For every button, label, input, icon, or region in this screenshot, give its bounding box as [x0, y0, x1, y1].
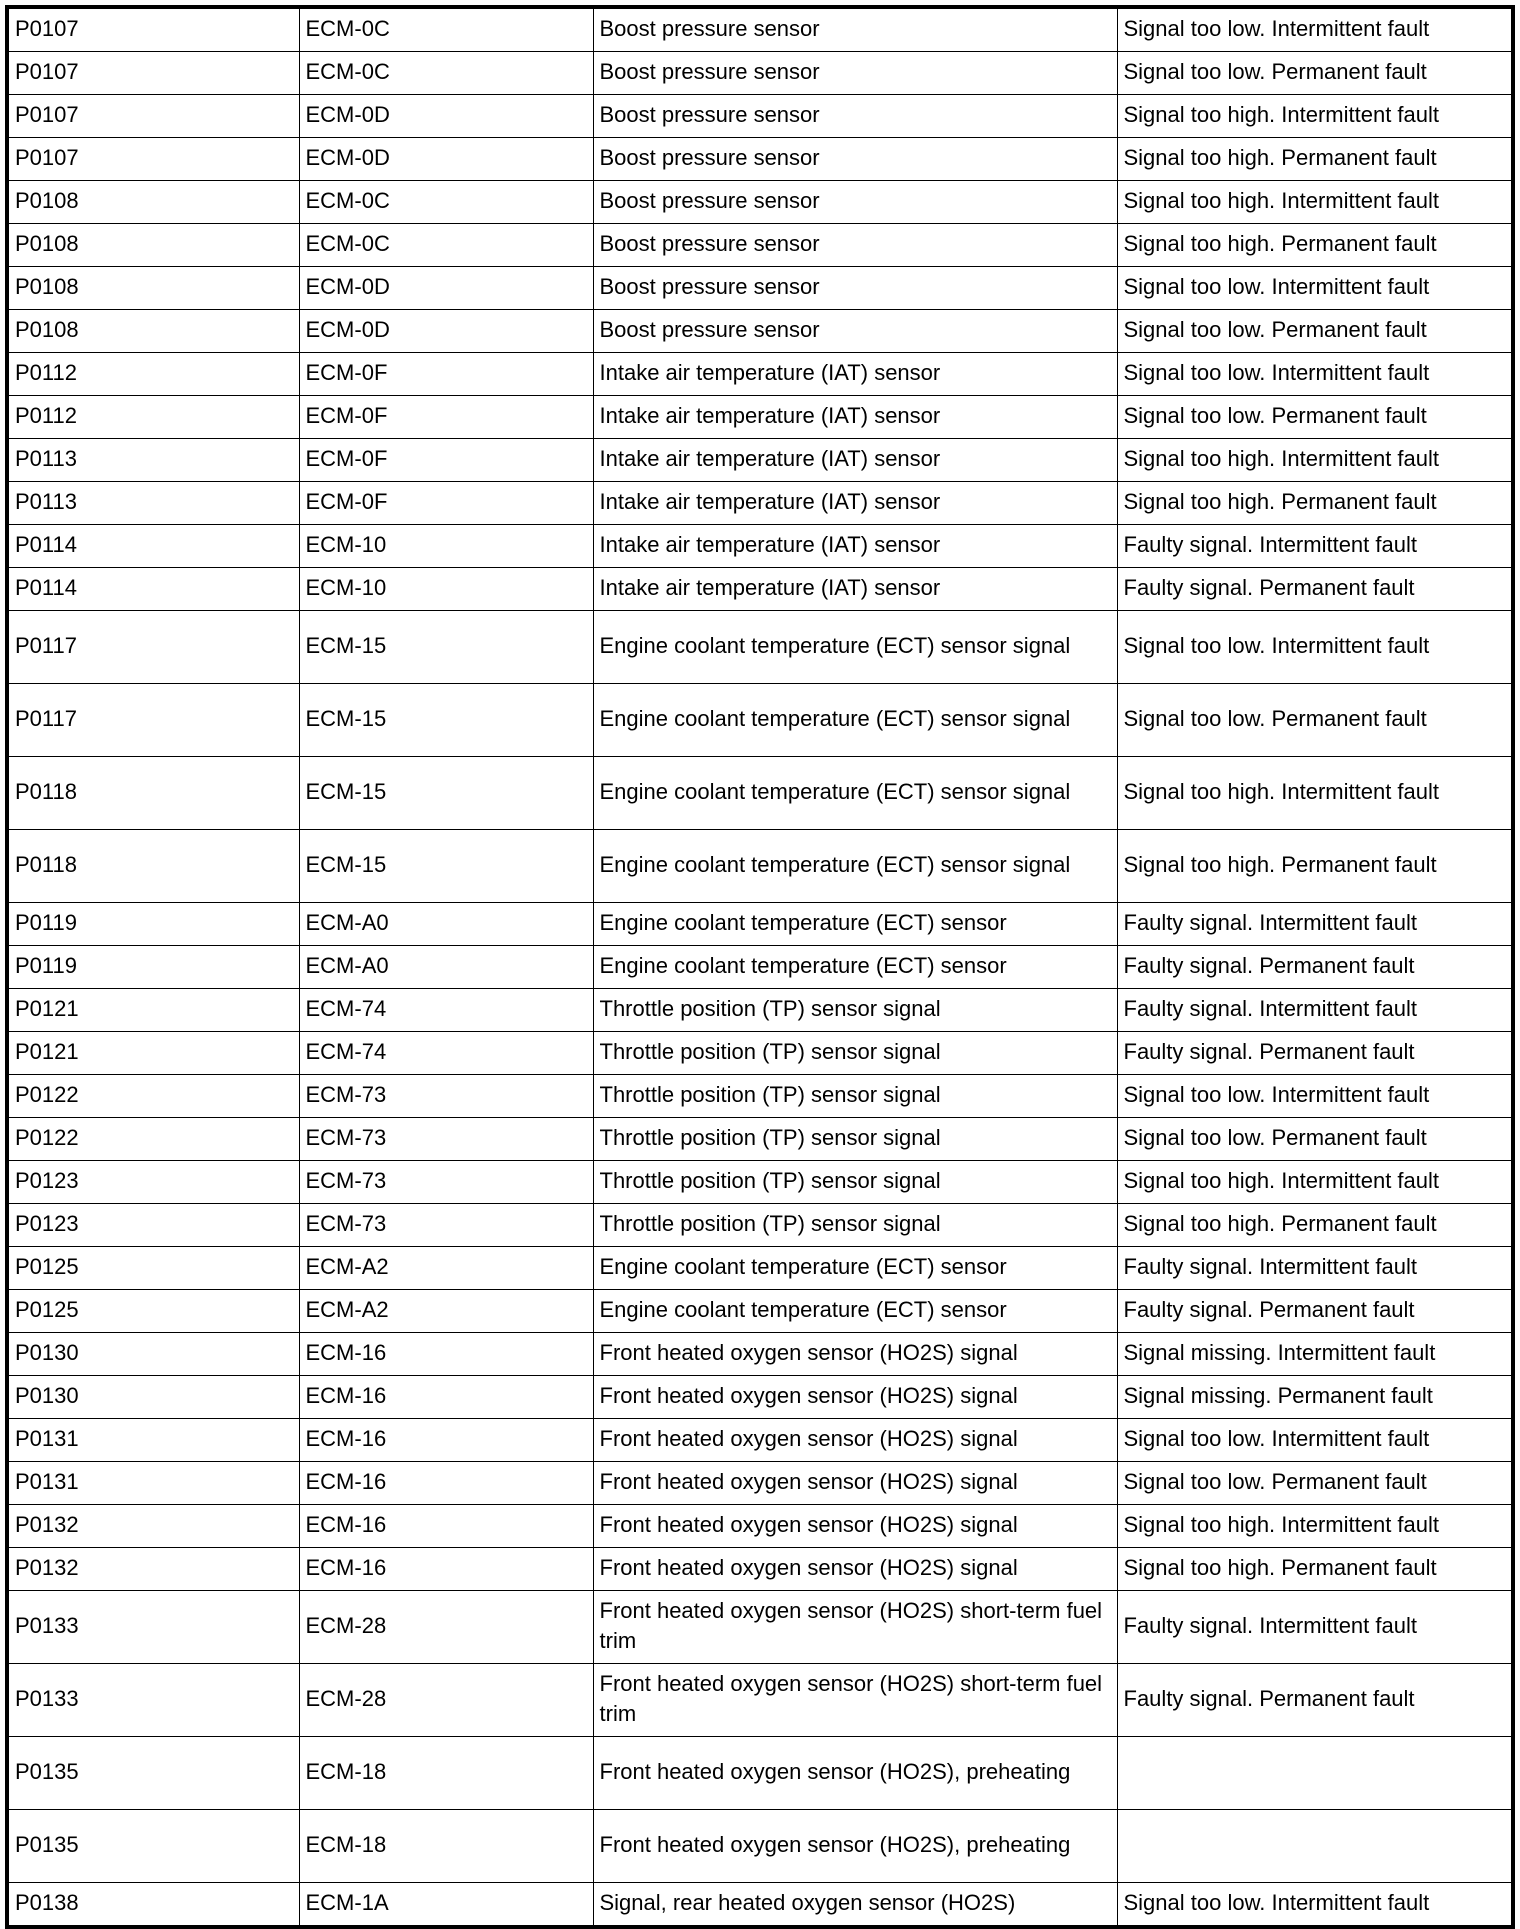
dtc-code-cell: P0132: [9, 1548, 299, 1591]
ecm-code-cell: ECM-16: [299, 1333, 593, 1376]
table-row: [9, 611, 1511, 684]
component-description-cell: Throttle position (TP) sensor signal: [593, 1032, 1117, 1075]
fault-condition-cell: Signal too low. Permanent fault: [1117, 1462, 1511, 1505]
fault-condition-cell: Signal too low. Intermittent fault: [1117, 267, 1511, 310]
dtc-table-container: [5, 5, 1515, 1929]
ecm-code-cell: ECM-15: [299, 830, 593, 903]
component-description-cell: Front heated oxygen sensor (HO2S) signal: [593, 1333, 1117, 1376]
dtc-code-cell: P0121: [9, 989, 299, 1032]
component-description-cell: Boost pressure sensor: [593, 52, 1117, 95]
component-description-cell: Intake air temperature (IAT) sensor: [593, 525, 1117, 568]
component-description-cell: Engine coolant temperature (ECT) sensor: [593, 946, 1117, 989]
component-description-cell: Boost pressure sensor: [593, 224, 1117, 267]
fault-condition-cell: Signal too low. Permanent fault: [1117, 1118, 1511, 1161]
component-description-cell: Throttle position (TP) sensor signal: [593, 1075, 1117, 1118]
fault-condition-cell: Faulty signal. Intermittent fault: [1117, 1591, 1511, 1664]
table-row: [9, 1591, 1511, 1664]
component-description-cell: Intake air temperature (IAT) sensor: [593, 568, 1117, 611]
component-description-cell: Engine coolant temperature (ECT) sensor: [593, 903, 1117, 946]
component-description-cell: Front heated oxygen sensor (HO2S), preheating: [593, 1810, 1117, 1883]
component-description-cell: Boost pressure sensor: [593, 310, 1117, 353]
ecm-code-cell: ECM-0F: [299, 439, 593, 482]
table-row: [9, 9, 1511, 52]
fault-condition-cell: Faulty signal. Permanent fault: [1117, 568, 1511, 611]
table-row: [9, 1204, 1511, 1247]
dtc-code-cell: P0107: [9, 138, 299, 181]
component-description-cell: Engine coolant temperature (ECT) sensor signal: [593, 611, 1117, 684]
table-row: [9, 1810, 1511, 1883]
table-row: [9, 1032, 1511, 1075]
component-description-cell: Throttle position (TP) sensor signal: [593, 1204, 1117, 1247]
fault-condition-cell: Signal too high. Intermittent fault: [1117, 757, 1511, 830]
dtc-code-cell: P0112: [9, 396, 299, 439]
ecm-code-cell: ECM-16: [299, 1548, 593, 1591]
ecm-code-cell: ECM-A0: [299, 946, 593, 989]
fault-condition-cell: Signal too high. Permanent fault: [1117, 224, 1511, 267]
table-row: [9, 1376, 1511, 1419]
dtc-code-cell: P0108: [9, 224, 299, 267]
component-description-cell: Front heated oxygen sensor (HO2S) signal: [593, 1548, 1117, 1591]
table-row: [9, 1161, 1511, 1204]
dtc-code-cell: P0118: [9, 757, 299, 830]
dtc-code-cell: P0132: [9, 1505, 299, 1548]
table-row: [9, 946, 1511, 989]
ecm-code-cell: ECM-74: [299, 989, 593, 1032]
table-row: [9, 52, 1511, 95]
dtc-code-cell: P0121: [9, 1032, 299, 1075]
dtc-code-cell: P0119: [9, 946, 299, 989]
fault-condition-cell: Signal too high. Intermittent fault: [1117, 1505, 1511, 1548]
fault-condition-cell: Signal too high. Permanent fault: [1117, 482, 1511, 525]
component-description-cell: Signal, rear heated oxygen sensor (HO2S): [593, 1883, 1117, 1926]
table-row: [9, 525, 1511, 568]
table-row: [9, 1883, 1511, 1926]
fault-condition-cell: Signal too low. Intermittent fault: [1117, 1075, 1511, 1118]
fault-condition-cell: Faulty signal. Intermittent fault: [1117, 903, 1511, 946]
ecm-code-cell: ECM-28: [299, 1664, 593, 1737]
dtc-code-cell: P0114: [9, 525, 299, 568]
dtc-code-cell: P0130: [9, 1376, 299, 1419]
component-description-cell: Boost pressure sensor: [593, 138, 1117, 181]
dtc-code-cell: P0108: [9, 310, 299, 353]
fault-condition-cell: Signal missing. Permanent fault: [1117, 1376, 1511, 1419]
component-description-cell: Throttle position (TP) sensor signal: [593, 1161, 1117, 1204]
fault-condition-cell: Signal too high. Intermittent fault: [1117, 439, 1511, 482]
component-description-cell: Intake air temperature (IAT) sensor: [593, 396, 1117, 439]
table-row: [9, 684, 1511, 757]
ecm-code-cell: ECM-0C: [299, 224, 593, 267]
ecm-code-cell: ECM-0C: [299, 181, 593, 224]
component-description-cell: Front heated oxygen sensor (HO2S) signal: [593, 1376, 1117, 1419]
fault-condition-cell: Signal too low. Permanent fault: [1117, 396, 1511, 439]
component-description-cell: Front heated oxygen sensor (HO2S) signal: [593, 1462, 1117, 1505]
dtc-code-cell: P0122: [9, 1118, 299, 1161]
ecm-code-cell: ECM-73: [299, 1075, 593, 1118]
table-row: [9, 1247, 1511, 1290]
component-description-cell: Throttle position (TP) sensor signal: [593, 989, 1117, 1032]
ecm-code-cell: ECM-A0: [299, 903, 593, 946]
component-description-cell: Front heated oxygen sensor (HO2S), preheating: [593, 1737, 1117, 1810]
ecm-code-cell: ECM-0F: [299, 353, 593, 396]
table-row: [9, 1290, 1511, 1333]
fault-condition-cell: Faulty signal. Intermittent fault: [1117, 1247, 1511, 1290]
table-row: [9, 757, 1511, 830]
table-row: [9, 95, 1511, 138]
fault-condition-cell: Signal too low. Permanent fault: [1117, 684, 1511, 757]
dtc-code-cell: P0118: [9, 830, 299, 903]
ecm-code-cell: ECM-73: [299, 1204, 593, 1247]
component-description-cell: Front heated oxygen sensor (HO2S) short-term fuel trim: [593, 1591, 1117, 1664]
ecm-code-cell: ECM-A2: [299, 1290, 593, 1333]
fault-condition-cell: Signal too high. Intermittent fault: [1117, 95, 1511, 138]
component-description-cell: Boost pressure sensor: [593, 9, 1117, 52]
ecm-code-cell: ECM-16: [299, 1505, 593, 1548]
fault-condition-cell: Signal too low. Intermittent fault: [1117, 1419, 1511, 1462]
ecm-code-cell: ECM-0F: [299, 396, 593, 439]
ecm-code-cell: ECM-0D: [299, 95, 593, 138]
dtc-code-cell: P0123: [9, 1161, 299, 1204]
ecm-code-cell: ECM-73: [299, 1161, 593, 1204]
fault-condition-cell: Signal too high. Intermittent fault: [1117, 181, 1511, 224]
table-row: [9, 224, 1511, 267]
table-row: [9, 830, 1511, 903]
table-row: [9, 1737, 1511, 1810]
table-row: [9, 353, 1511, 396]
component-description-cell: Front heated oxygen sensor (HO2S) signal: [593, 1419, 1117, 1462]
component-description-cell: Intake air temperature (IAT) sensor: [593, 439, 1117, 482]
dtc-code-cell: P0113: [9, 482, 299, 525]
component-description-cell: Intake air temperature (IAT) sensor: [593, 353, 1117, 396]
component-description-cell: Boost pressure sensor: [593, 95, 1117, 138]
fault-condition-cell: Faulty signal. Permanent fault: [1117, 946, 1511, 989]
dtc-code-cell: P0125: [9, 1290, 299, 1333]
table-row: [9, 439, 1511, 482]
table-row: [9, 138, 1511, 181]
fault-condition-cell: Faulty signal. Permanent fault: [1117, 1032, 1511, 1075]
component-description-cell: Intake air temperature (IAT) sensor: [593, 482, 1117, 525]
fault-condition-cell: Signal too low. Intermittent fault: [1117, 611, 1511, 684]
component-description-cell: Front heated oxygen sensor (HO2S) signal: [593, 1505, 1117, 1548]
component-description-cell: Boost pressure sensor: [593, 181, 1117, 224]
ecm-code-cell: ECM-18: [299, 1810, 593, 1883]
component-description-cell: Engine coolant temperature (ECT) sensor signal: [593, 757, 1117, 830]
table-row: [9, 1505, 1511, 1548]
ecm-code-cell: ECM-16: [299, 1376, 593, 1419]
dtc-code-cell: P0112: [9, 353, 299, 396]
fault-condition-cell: Faulty signal. Intermittent fault: [1117, 989, 1511, 1032]
table-row: [9, 568, 1511, 611]
fault-condition-cell: Signal too low. Intermittent fault: [1117, 1883, 1511, 1926]
fault-condition-cell: Signal too low. Permanent fault: [1117, 310, 1511, 353]
component-description-cell: Throttle position (TP) sensor signal: [593, 1118, 1117, 1161]
table-row: [9, 396, 1511, 439]
ecm-code-cell: ECM-0D: [299, 267, 593, 310]
component-description-cell: Engine coolant temperature (ECT) sensor: [593, 1290, 1117, 1333]
dtc-code-cell: P0131: [9, 1419, 299, 1462]
dtc-code-cell: P0131: [9, 1462, 299, 1505]
dtc-table-body: [9, 9, 1511, 1925]
table-row: [9, 181, 1511, 224]
component-description-cell: Boost pressure sensor: [593, 267, 1117, 310]
dtc-code-cell: P0107: [9, 52, 299, 95]
ecm-code-cell: ECM-15: [299, 611, 593, 684]
ecm-code-cell: ECM-A2: [299, 1247, 593, 1290]
fault-condition-cell: Signal too high. Intermittent fault: [1117, 1161, 1511, 1204]
fault-condition-cell: Faulty signal. Permanent fault: [1117, 1664, 1511, 1737]
dtc-code-cell: P0133: [9, 1664, 299, 1737]
fault-condition-cell: Signal too low. Intermittent fault: [1117, 353, 1511, 396]
component-description-cell: Engine coolant temperature (ECT) sensor signal: [593, 830, 1117, 903]
dtc-code-cell: P0108: [9, 267, 299, 310]
table-row: [9, 1664, 1511, 1737]
dtc-code-cell: P0135: [9, 1810, 299, 1883]
dtc-code-cell: P0117: [9, 611, 299, 684]
table-row: [9, 1419, 1511, 1462]
fault-condition-cell: Signal too low. Permanent fault: [1117, 52, 1511, 95]
dtc-code-cell: P0119: [9, 903, 299, 946]
ecm-code-cell: ECM-73: [299, 1118, 593, 1161]
table-row: [9, 1462, 1511, 1505]
ecm-code-cell: ECM-0C: [299, 9, 593, 52]
dtc-code-cell: P0135: [9, 1737, 299, 1810]
ecm-code-cell: ECM-1A: [299, 1883, 593, 1926]
dtc-code-cell: P0108: [9, 181, 299, 224]
ecm-code-cell: ECM-15: [299, 757, 593, 830]
ecm-code-cell: ECM-10: [299, 525, 593, 568]
table-row: [9, 989, 1511, 1032]
ecm-code-cell: ECM-0D: [299, 138, 593, 181]
table-row: [9, 267, 1511, 310]
dtc-table: [9, 9, 1511, 1925]
table-row: [9, 310, 1511, 353]
fault-condition-cell: [1117, 1810, 1511, 1883]
fault-condition-cell: Signal too high. Permanent fault: [1117, 1548, 1511, 1591]
dtc-code-cell: P0114: [9, 568, 299, 611]
ecm-code-cell: ECM-28: [299, 1591, 593, 1664]
ecm-code-cell: ECM-74: [299, 1032, 593, 1075]
dtc-code-cell: P0125: [9, 1247, 299, 1290]
ecm-code-cell: ECM-10: [299, 568, 593, 611]
dtc-code-cell: P0133: [9, 1591, 299, 1664]
ecm-code-cell: ECM-18: [299, 1737, 593, 1810]
ecm-code-cell: ECM-0D: [299, 310, 593, 353]
ecm-code-cell: ECM-16: [299, 1462, 593, 1505]
ecm-code-cell: ECM-16: [299, 1419, 593, 1462]
table-row: [9, 903, 1511, 946]
component-description-cell: Engine coolant temperature (ECT) sensor signal: [593, 684, 1117, 757]
ecm-code-cell: ECM-15: [299, 684, 593, 757]
dtc-code-cell: P0113: [9, 439, 299, 482]
dtc-code-cell: P0117: [9, 684, 299, 757]
fault-condition-cell: Signal too low. Intermittent fault: [1117, 9, 1511, 52]
ecm-code-cell: ECM-0C: [299, 52, 593, 95]
component-description-cell: Engine coolant temperature (ECT) sensor: [593, 1247, 1117, 1290]
dtc-code-cell: P0107: [9, 95, 299, 138]
table-row: [9, 1118, 1511, 1161]
ecm-code-cell: ECM-0F: [299, 482, 593, 525]
fault-condition-cell: Signal too high. Permanent fault: [1117, 138, 1511, 181]
dtc-code-cell: P0130: [9, 1333, 299, 1376]
table-row: [9, 1333, 1511, 1376]
dtc-code-cell: P0138: [9, 1883, 299, 1926]
table-row: [9, 482, 1511, 525]
fault-condition-cell: Faulty signal. Intermittent fault: [1117, 525, 1511, 568]
fault-condition-cell: Signal too high. Permanent fault: [1117, 1204, 1511, 1247]
dtc-code-cell: P0122: [9, 1075, 299, 1118]
component-description-cell: Front heated oxygen sensor (HO2S) short-term fuel trim: [593, 1664, 1117, 1737]
fault-condition-cell: [1117, 1737, 1511, 1810]
dtc-code-cell: P0123: [9, 1204, 299, 1247]
fault-condition-cell: Signal missing. Intermittent fault: [1117, 1333, 1511, 1376]
table-row: [9, 1075, 1511, 1118]
dtc-code-cell: P0107: [9, 9, 299, 52]
fault-condition-cell: Faulty signal. Permanent fault: [1117, 1290, 1511, 1333]
fault-condition-cell: Signal too high. Permanent fault: [1117, 830, 1511, 903]
table-row: [9, 1548, 1511, 1591]
